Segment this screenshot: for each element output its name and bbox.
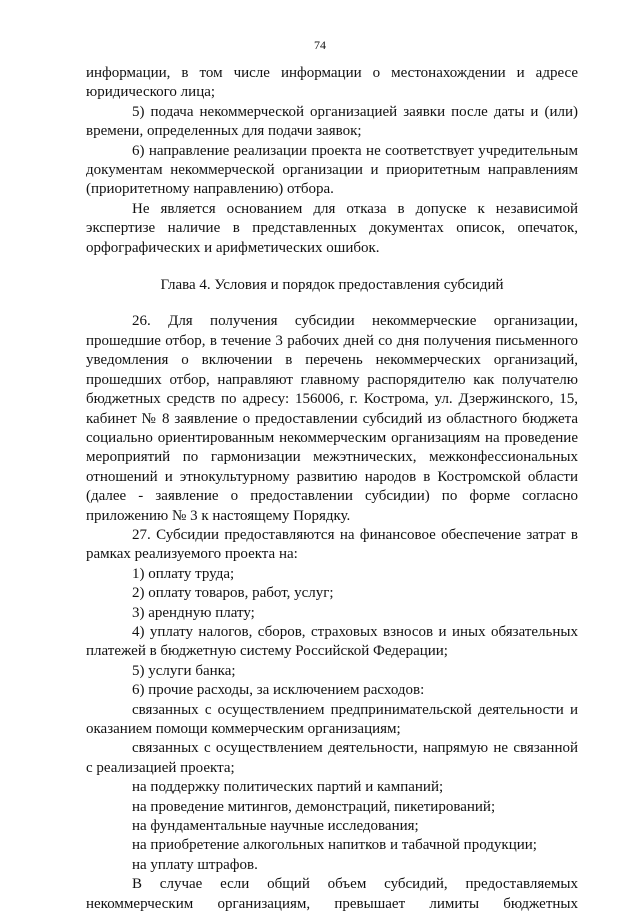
chapter-heading: Глава 4. Условия и порядок предоставления субсидий (160, 277, 504, 294)
rejection-reason-5: 5) подача некоммерческой организацией заявки после даты и (или) времени, определенных для подачи заявок; (86, 103, 578, 140)
exclusion-item: на проведение митингов, демонстраций, пикетирований; (132, 798, 496, 815)
paragraph-budget-limits: В случае если общий объем субсидий, предоставляемых некоммерческим организациям, превышает лимиты бюджетных (86, 876, 578, 912)
page-content (86, 64, 578, 914)
no-rejection-clause: Не является основанием для отказа в допуске к независимой экспертизе наличие в представленных документах описок, опечаток, орфографических и арифметических ошибок. (86, 200, 578, 256)
exclusion-item: на фундаментальные научные исследования; (132, 818, 419, 835)
paragraph-continuation: информации, в том числе информации о местонахождении и адресе юридического лица; (86, 65, 578, 101)
list-item: 4) уплату налогов, сборов, страховых взносов и иных обязательных платежей в бюджетную систему Российской Федерации; (86, 623, 578, 660)
list-item: 5) услуги банка; (132, 662, 236, 679)
paragraph-26: 26. Для получения субсидии некоммерческие организации, прошедшие отбор, в течение 3 рабочих дней со дня получения письменного уведомления о включении в перечень некоммерческих организаций, прошедших отбор, направляют главному распорядителю как получателю бюджетных средств по адресу: 156006, г. Кострома, ул. Дзержинского, 15, кабинет № 8 заявление о предоставлении субсидий из областного бюджета социально ориентированным некоммерческим организациям на проведение мероприятий по гармонизации межэтнических, межконфессиональных отношений и этнокультурному развитию народов в Костромской области (далее - заявление о предоставлении субсидии) по форме согласно приложению № 3 к настоящему Порядку. (86, 313, 578, 524)
list-item: 2) оплату товаров, работ, услуг; (132, 585, 334, 602)
rejection-reason-6: 6) направление реализации проекта не соответствует учредительным документам некоммерческой организации и приоритетным направлениям (приоритетному направлению) отбора. (86, 142, 578, 198)
list-item: 3) арендную плату; (132, 604, 255, 621)
exclusion-item: связанных с осуществлением предпринимательской деятельности и оказанием помощи коммерческим организациям; (86, 701, 578, 737)
exclusion-item: на поддержку политических партий и кампаний; (132, 779, 444, 796)
page-number: 74 (314, 38, 326, 52)
list-item: 6) прочие расходы, за исключением расходов: (132, 682, 425, 699)
list-item: 1) оплату труда; (132, 565, 235, 582)
exclusion-item: на приобретение алкогольных напитков и табачной продукции; (132, 837, 537, 854)
paragraph-27: 27. Субсидии предоставляются на финансовое обеспечение затрат в рамках реализуемого проекта на: (86, 526, 578, 563)
exclusion-item: связанных с осуществлением деятельности, напрямую не связанной с реализацией проекта; (86, 740, 578, 776)
exclusion-item: на уплату штрафов. (132, 856, 258, 873)
